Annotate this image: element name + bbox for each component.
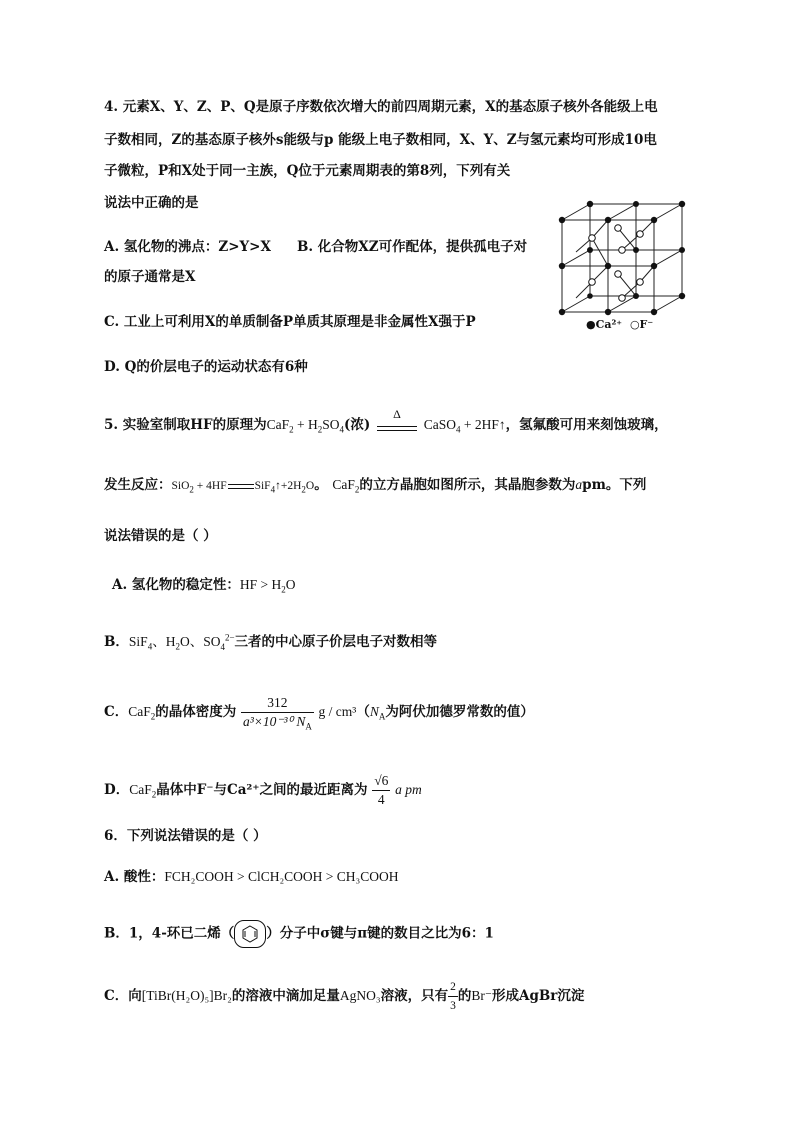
legend-f: ○F⁻	[629, 318, 654, 331]
q6-line1: 6．下列说法错误的是（ ）	[104, 828, 267, 844]
q6-option-c: C．向[TiBr(H₂O)₅]Br₂的溶液中滴加足量AgNO₃溶液，只有 $\frac{2}{3}$ 的Br⁻形成AgBr沉淀	[104, 978, 584, 1015]
q4-option-a: A. 氢化物的沸点：Z>Y>X	[104, 239, 271, 255]
f-ions	[589, 225, 644, 302]
distance-fraction: $\frac{√6}{4}$	[374, 773, 389, 807]
q5-option-a: A. 氢化物的稳定性：HF > $H_2O$	[112, 577, 296, 595]
q5-option-c: C．CaF$_2$的晶体密度为 $\frac{312}{a^3\times 10^{-30} N_A}$ g / $cm^3(N_A$为阿伏加德罗常数的值）	[104, 695, 534, 732]
q5-line1: 5. 实验室制取HF的原理为$CaF_2 + H_2SO_4$(浓) Δ CaSO$_4$ + 2HF↑，氢氟酸可用来刻蚀玻璃，	[104, 406, 668, 435]
figure-legend	[586, 318, 653, 331]
q4-option-b-cont: 的原子通常是X	[104, 269, 196, 285]
legend-ca: ●Ca²⁺	[586, 318, 623, 331]
reaction-condition-arrow: Δ	[375, 417, 419, 435]
unit-cell-diagram	[556, 198, 688, 334]
q5-line3: 说法错误的是（ ）	[104, 528, 217, 544]
q4-line2: 子数相同，Z的基态原子核外s能级与p 能级上电子数相同，X、Y、Z与氢元素均可形成10电	[104, 132, 657, 148]
q4-line4: 说法中正确的是	[104, 195, 199, 211]
q5-line2: 发生反应：SiO$_2$ + 4HF $SiF_4↑+2H_2O$。 CaF$_2$的立方晶胞如图所示，其晶胞参数为apm。下列	[104, 477, 647, 495]
q4-option-c: C. 工业上可利用X的单质制备P单质其原理是非金属性X强于P	[104, 314, 476, 330]
caf2-unit-cell-figure	[556, 198, 688, 334]
cyclohexadiene-structure	[234, 920, 266, 948]
q5-option-d: D．CaF$_2$晶体中F⁻与Ca²⁺之间的最近距离为 $\frac{√6}{4}$ a pm	[104, 773, 422, 807]
q4-line1: 4. 元素X、Y、Z、P、Q是原子序数依次增大的前四周期元素，X的基态原子核外各能级上电	[104, 99, 658, 115]
fraction-two-thirds: $\frac{2}{3}$	[448, 978, 458, 1015]
q4-option-d: D. Q的价层电子的运动状态有6种	[104, 359, 308, 375]
q6-option-a: A. 酸性：FCH₂COOH > ClCH₂COOH > CH₃COOH	[104, 869, 399, 885]
q4-option-b: B. 化合物XZ可作配体，提供孤电子对	[297, 239, 528, 255]
density-fraction: $\frac{312}{a^3\times 10^{-30} N_A}$	[242, 695, 312, 732]
q4-line3: 子微粒，P和X处于同一主族，Q位于元素周期表的第8列，下列有关	[104, 163, 511, 179]
q6-option-b: B．1，4-环已二烯（ ）分子中σ键与π键的数目之比为6：1	[104, 920, 494, 948]
q5-option-b: B．SiF$_4$、$H_2O$、$SO_4^{2-}$三者的中心原子价层电子对数相等	[104, 632, 438, 652]
